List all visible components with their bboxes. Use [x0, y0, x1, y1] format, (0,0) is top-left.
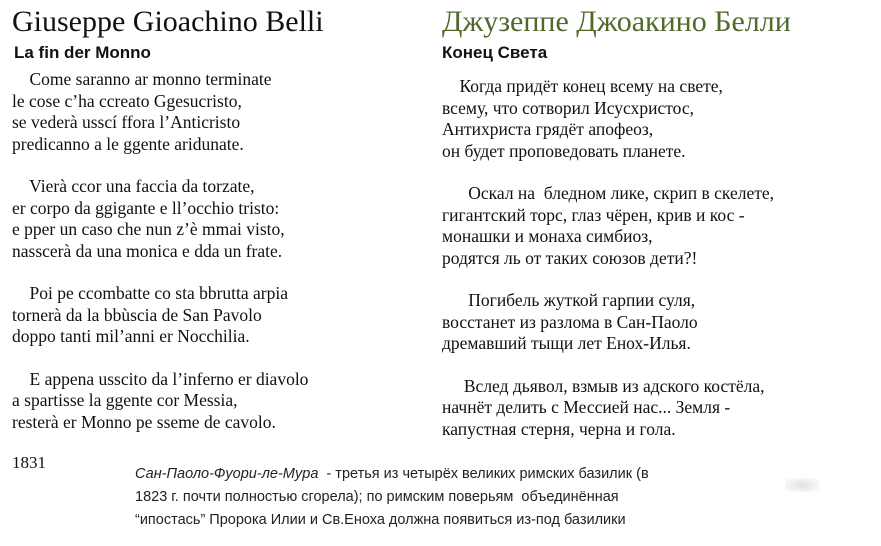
russian-poem: [442, 76, 774, 461]
russian-stanza-2: [442, 183, 774, 269]
poem-year: 1831: [12, 453, 46, 472]
footnote-line-2: 1823 г. почти полностью сгорела); по римским поверьям объединённая: [135, 489, 619, 505]
poem-line: Оскал на бледном лике, скрип в скелете,: [442, 183, 775, 203]
poem-line: Poi pe ccombatte co sta bbrutta arpia: [12, 283, 289, 303]
russian-stanza-1: [442, 76, 774, 162]
poem-line: Come saranno ar monno terminate: [12, 69, 272, 89]
poem-line: Антихриста грядёт апофеоз,: [442, 119, 654, 139]
poem-line: nasscerà da una monica e dda un frate.: [12, 240, 283, 261]
decorative-smudge: [785, 478, 819, 492]
footnote-line-1: [135, 463, 775, 486]
italian-stanza-1: [12, 69, 308, 155]
poem-line: a spartisse la ggente cor Messia,: [12, 390, 238, 410]
footnote-place-name: Сан-Паоло-Фуори-ле-Мура: [135, 466, 319, 482]
poem-line: гигантский торс, глаз чёрен, крив и кос -: [442, 204, 745, 225]
russian-stanza-4: [442, 376, 774, 441]
poem-line: родятся ль от таких союзов дети?!: [442, 247, 698, 268]
italian-author: Giuseppe Gioachino Belli: [12, 5, 324, 38]
italian-stanza-2: [12, 176, 308, 262]
poem-line: всему, что сотворил Исусхристос,: [442, 97, 694, 118]
poem-line: doppo tanti mil’anni er Nocchilia.: [12, 326, 250, 346]
poem-line: tornerà da la bbùscia de San Pavolo: [12, 304, 262, 325]
poem-line: E appena usscito da l’inferno er diavolo: [12, 368, 309, 389]
italian-poem: [12, 69, 308, 454]
russian-author: Джузеппе Джоакино Белли: [442, 5, 791, 38]
italian-title: La fin der Monno: [14, 43, 151, 62]
poem-line: Погибель жуткой гарпии суля,: [442, 290, 696, 310]
poem-line: Vierà ccor una faccia da torzate,: [12, 176, 255, 196]
poem-line: se vederà usscí ffora l’Anticristo: [12, 112, 241, 132]
poem-line: капустная стерня, черна и гола.: [442, 418, 676, 439]
italian-stanza-4: [12, 369, 308, 434]
poem-line: e pper un caso che nun z’è mmai visto,: [12, 219, 285, 239]
poem-line: Когда придёт конец всему на свете,: [442, 76, 723, 96]
poem-line: он будет проповедовать планете.: [442, 140, 686, 161]
poem-line: er corpo da ggigante e ll’occhio tristo:: [12, 197, 280, 218]
italian-stanza-3: [12, 283, 308, 348]
poem-line: начнёт делить с Мессией нас... Земля -: [442, 397, 731, 417]
footnote: [135, 463, 775, 532]
poem-line: монашки и монаха симбиоз,: [442, 226, 653, 246]
poem-line: Вслед дьявол, взмыв из адского костёла,: [442, 375, 765, 396]
poem-line: восстанет из разлома в Сан-Паоло: [442, 311, 698, 332]
poem-line: predicanno a le ggente aridunate.: [12, 133, 244, 154]
footnote-line-3: “ипостась” Пророка Илии и Св.Еноха должна появиться из-под базилики: [135, 512, 626, 528]
poem-line: resterà er Monno pe sseme de cavolo.: [12, 411, 276, 432]
poem-line: le cose c’ha ccreato Ggesucristo,: [12, 90, 242, 111]
russian-stanza-3: [442, 290, 774, 355]
poem-line: дремавший тыщи лет Енох-Илья.: [442, 333, 691, 353]
footnote-line-1-text: - третья из четырёх великих римских базилик (в: [318, 466, 649, 482]
russian-title: Конец Света: [442, 43, 548, 62]
